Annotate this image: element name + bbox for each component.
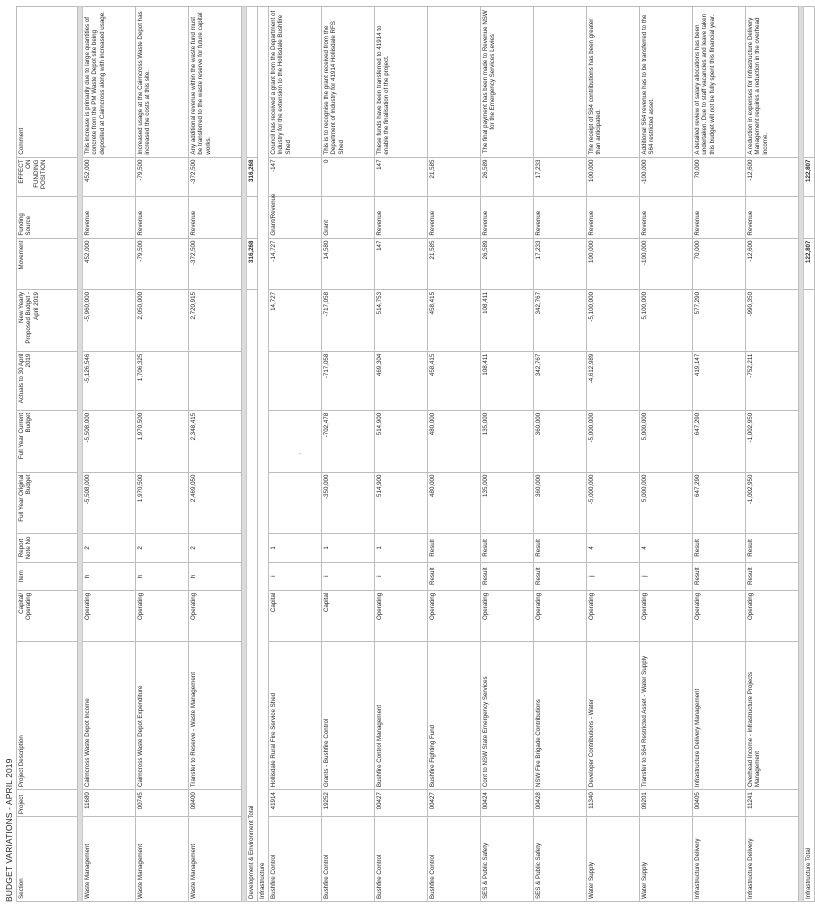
table-row [136, 7, 189, 902]
cell-project: 11241 [746, 790, 799, 817]
col-movement: Movement [17, 238, 78, 289]
cell-item: i [269, 562, 322, 590]
cell-movement: -12,600 [746, 238, 799, 289]
table-row [269, 7, 322, 902]
cell-cap-op: Operating [693, 590, 746, 641]
cell-proposed: 14,727 [269, 289, 322, 351]
cell-note: Result [693, 534, 746, 562]
cell-current: 647,290 [693, 410, 746, 472]
col-original: Full Year Original Budget [17, 472, 78, 534]
cell-comment [428, 7, 481, 158]
table-row [375, 7, 428, 902]
cell-proposed: 2,720,915 [189, 289, 242, 351]
cell-current: -1,002,950 [746, 410, 799, 472]
cell-actuals: -717,058 [322, 351, 375, 410]
cell-cap-op: Operating [136, 590, 189, 641]
cell-effect: 21,585 [428, 157, 481, 197]
cell-cap-op: Capital [322, 590, 375, 641]
cell-original: -5,000,000 [587, 472, 640, 534]
col-section: Section [17, 817, 78, 902]
cell-section: Water Supply [587, 817, 640, 902]
cell-section: Waste Management [136, 817, 189, 902]
col-project: Project [17, 790, 78, 817]
table-row [428, 7, 481, 902]
cell-original: 1,970,500 [136, 472, 189, 534]
cell-project: 11340 [587, 790, 640, 817]
cell-funding: Revenue [83, 197, 136, 238]
infrastructure-label: Infrastructure [258, 7, 269, 902]
cell-effect: 70,000 [693, 157, 746, 197]
cell-note: 2 [136, 534, 189, 562]
cell-effect: 452,000 [83, 157, 136, 197]
cell-note: 1 [322, 534, 375, 562]
cell-project: 11680 [83, 790, 136, 817]
cell-funding: Revenue [375, 197, 428, 238]
cell-section: Bushfire Control [322, 817, 375, 902]
cell-actuals: -5,126,546 [83, 351, 136, 410]
cell-comment: Additional S64 revenue has to be transferred to the S64 restricted asset. [640, 7, 693, 158]
table-row [640, 7, 693, 902]
cell-comment: Increased usage at the Cairncross Waste Depot has increased the costs at this site. [136, 7, 189, 158]
table-row [693, 7, 746, 902]
cell-original: 135,000 [481, 472, 534, 534]
cell-movement: 14,580 [322, 238, 375, 289]
cell-current: 1,970,500 [136, 410, 189, 472]
cell-description: Cairncross Waste Depot Expenditure [136, 642, 189, 790]
cell-description: Grants - Bushfire Control [322, 642, 375, 790]
cell-item: i [322, 562, 375, 590]
cell-item: h [83, 562, 136, 590]
cell-original: -350,000 [322, 472, 375, 534]
cell-note: 4 [587, 534, 640, 562]
cell-movement: -79,500 [136, 238, 189, 289]
cell-comment: This is to recognise the grant received from the Department of Industry for 41914 Hollisdale RFS Shed [322, 7, 375, 158]
cell-funding: Revenue [481, 197, 534, 238]
cell-comment: This increase is primarily due to large quantities of concrete from the PM Waste Depot site being deposited at Cairncross along with increased usage. [83, 7, 136, 158]
cell-proposed: 514,753 [375, 289, 428, 351]
cell-project: 00424 [481, 790, 534, 817]
cell-comment: The final payment has been made to Revenue NSW for the Emergency Services Levies [481, 7, 534, 158]
cell-movement: 147 [375, 238, 428, 289]
cell-cap-op: Capital [269, 590, 322, 641]
cell-description: Developer Contributions - Water [587, 642, 640, 790]
cell-current: -5,000,000 [587, 410, 640, 472]
cell-project: 00427 [428, 790, 481, 817]
cell-description: Cairncross Waste Depot Income [83, 642, 136, 790]
cell-project: 00427 [375, 790, 428, 817]
cell-current: -5,508,000 [83, 410, 136, 472]
cell-original: 2,469,050 [189, 472, 242, 534]
cell-comment: These funds have been transferred to 41914 to enable the finalisation of the project. [375, 7, 428, 158]
cell-movement: -100,000 [640, 238, 693, 289]
cell-cap-op: Operating [746, 590, 799, 641]
table-row [189, 7, 242, 902]
cell-funding: Revenue [587, 197, 640, 238]
cell-note: Result [428, 534, 481, 562]
cell-comment: A reduction in expenses for Infrastructure Delivery Management requires a reduction in the overhead income. [746, 7, 799, 158]
cell-current: 135,000 [481, 410, 534, 472]
cell-note: 4 [640, 534, 693, 562]
cell-description: Bushfire Control Management [375, 642, 428, 790]
cell-project: 41914 [269, 790, 322, 817]
cell-item: Result [693, 562, 746, 590]
cell-actuals: 342,767 [534, 351, 587, 410]
cell-effect: -79,500 [136, 157, 189, 197]
table-row [746, 7, 799, 902]
cell-actuals: 458,415 [428, 351, 481, 410]
cell-effect: 100,000 [587, 157, 640, 197]
cell-actuals [189, 351, 242, 410]
cell-funding: Revenue [746, 197, 799, 238]
cell-cap-op: Operating [587, 590, 640, 641]
cell-actuals [269, 351, 322, 410]
cell-project: 09201 [640, 790, 693, 817]
infrastructure-section-row [258, 7, 269, 902]
cell-funding: Revenue [189, 197, 242, 238]
table-row [322, 7, 375, 902]
cell-movement: 452,000 [83, 238, 136, 289]
cell-proposed: -990,350 [746, 289, 799, 351]
dev-env-total-label: Development & Environment Total [247, 289, 258, 901]
cell-item: Result [746, 562, 799, 590]
col-effect: EFFECT ON FUNDING POSITION [17, 157, 78, 197]
cell-proposed: 342,767 [534, 289, 587, 351]
cell-item: Result [428, 562, 481, 590]
cell-actuals [640, 351, 693, 410]
table-row [481, 7, 534, 902]
cell-proposed: -5,960,000 [83, 289, 136, 351]
cell-description: Overhead Income - Infrastructure Projects Management [746, 642, 799, 790]
cell-section: Water Supply [640, 817, 693, 902]
cell-item: h [136, 562, 189, 590]
cell-cap-op: Operating [375, 590, 428, 641]
col-cap-op: Capital/ Operating [17, 590, 78, 641]
cell-comment: Council has received a grant from the Department of Industry for the extension to the Hollisdale Bushfire Shed [269, 7, 322, 158]
cell-current: 360,000 [534, 410, 587, 472]
cell-proposed: 458,415 [428, 289, 481, 351]
cell-actuals: 1,706,325 [136, 351, 189, 410]
cell-section: SES & Public Safety [534, 817, 587, 902]
cell-effect: 0 [322, 157, 375, 197]
cell-item: j [587, 562, 640, 590]
cell-movement: 70,000 [693, 238, 746, 289]
cell-cap-op: Operating [428, 590, 481, 641]
cell-comment: The receipt of S64 contributions has been greater than anticipated. [587, 7, 640, 158]
cell-original: 360,000 [534, 472, 587, 534]
cell-cap-op: Operating [189, 590, 242, 641]
cell-proposed: 577,290 [693, 289, 746, 351]
cell-note: Result [746, 534, 799, 562]
cell-note: 1 [269, 534, 322, 562]
cell-section: Infrastructure Delivery [746, 817, 799, 902]
cell-effect: -12,600 [746, 157, 799, 197]
stray-mark: ' [300, 452, 306, 454]
cell-funding: Grant/Revenue [269, 197, 322, 238]
col-comment: Comment [17, 7, 78, 158]
cell-section: Bushfire Control [428, 817, 481, 902]
table-row [534, 7, 587, 902]
dev-env-total-movement: 316,268 [247, 238, 258, 289]
cell-section: Bushfire Control [375, 817, 428, 902]
cell-original: 480,000 [428, 472, 481, 534]
cell-effect: 17,233 [534, 157, 587, 197]
cell-project: 00428 [534, 790, 587, 817]
cell-project: 00405 [693, 790, 746, 817]
cell-original: 514,900 [375, 472, 428, 534]
cell-original: -1,002,950 [746, 472, 799, 534]
cell-movement: -372,500 [189, 238, 242, 289]
cell-section: Waste Management [189, 817, 242, 902]
cell-project: 00745 [136, 790, 189, 817]
cell-movement: 26,589 [481, 238, 534, 289]
cell-actuals: -752,211 [746, 351, 799, 410]
cell-comment: Any additional revenue within the waste fund must be transferred to the waste reserve for future capital works. [189, 7, 242, 158]
col-report-note: Report Note No [17, 534, 78, 562]
cell-funding: Grant [322, 197, 375, 238]
cell-current: 480,000 [428, 410, 481, 472]
col-description: Project Description [17, 642, 78, 790]
cell-item: Result [481, 562, 534, 590]
cell-description: Transfer to Reserve - Waste Management [189, 642, 242, 790]
col-current: Full Year Current Budget [17, 410, 78, 472]
cell-original: 5,000,000 [640, 472, 693, 534]
cell-movement: 17,233 [534, 238, 587, 289]
cell-cap-op: Operating [481, 590, 534, 641]
cell-description: Cont to NSW State Emergency Services [481, 642, 534, 790]
cell-original [269, 472, 322, 534]
cell-movement: -14,727 [269, 238, 322, 289]
cell-section: Infrastructure Delivery [693, 817, 746, 902]
cell-current: 5,000,000 [640, 410, 693, 472]
cell-original: -5,508,000 [83, 472, 136, 534]
cell-funding: Revenue [640, 197, 693, 238]
cell-actuals: -4,612,989 [587, 351, 640, 410]
infrastructure-total-movement: 122,807 [804, 238, 815, 289]
cell-funding: Revenue [534, 197, 587, 238]
cell-note: Result [534, 534, 587, 562]
cell-proposed: -717,058 [322, 289, 375, 351]
cell-project: 19252 [322, 790, 375, 817]
cell-current: 514,900 [375, 410, 428, 472]
cell-section: SES & Public Safety [481, 817, 534, 902]
cell-cap-op: Operating [534, 590, 587, 641]
cell-cap-op: Operating [640, 590, 693, 641]
col-proposed: New Yearly Proposed Budget - April 2019 [17, 289, 78, 351]
cell-description: NSW Fire Brigade Contributions [534, 642, 587, 790]
cell-movement: 21,585 [428, 238, 481, 289]
cell-comment: A detailed review of salary allocations has been undertaken. Due to staff vacancies and leave taken this budget will not be fully spent this financial year. [693, 7, 746, 158]
cell-effect: -100,000 [640, 157, 693, 197]
cell-item: i [375, 562, 428, 590]
cell-funding: Revenue [428, 197, 481, 238]
cell-funding: Revenue [693, 197, 746, 238]
cell-comment [534, 7, 587, 158]
cell-note: 1 [375, 534, 428, 562]
infrastructure-total-effect: 122,807 [804, 157, 815, 197]
cell-actuals: 419,147 [693, 351, 746, 410]
table-row [587, 7, 640, 902]
cell-item: j [640, 562, 693, 590]
cell-actuals: 469,304 [375, 351, 428, 410]
cell-cap-op: Operating [83, 590, 136, 641]
cell-section: Waste Management [83, 817, 136, 902]
cell-note: 2 [83, 534, 136, 562]
cell-description: Transfer to S64 Restricted Asset - Water Supply [640, 642, 693, 790]
cell-description: Hollisdale Rural Fire Service Shed [269, 642, 322, 790]
cell-project: 09400 [189, 790, 242, 817]
cell-proposed: 108,411 [481, 289, 534, 351]
col-funding: Funding Source [17, 197, 78, 238]
cell-movement: 100,000 [587, 238, 640, 289]
cell-item: h [189, 562, 242, 590]
cell-description: Bushfire Fighting Fund [428, 642, 481, 790]
cell-proposed: 2,050,000 [136, 289, 189, 351]
cell-current: -702,478 [322, 410, 375, 472]
table-row [83, 7, 136, 902]
dev-env-total-row [247, 7, 258, 902]
cell-original: 647,290 [693, 472, 746, 534]
col-actuals: Actuals to 30 April 2019 [17, 351, 78, 410]
cell-note: Result [481, 534, 534, 562]
cell-current [269, 410, 322, 472]
cell-funding: Revenue [136, 197, 189, 238]
cell-actuals: 108,411 [481, 351, 534, 410]
cell-effect: -372,500 [189, 157, 242, 197]
cell-section: Bushfire Control [269, 817, 322, 902]
dev-env-total-effect: 316,268 [247, 157, 258, 197]
cell-proposed: 5,100,000 [640, 289, 693, 351]
report-title: BUDGET VARIATIONS - APRIL 2019 [4, 758, 14, 902]
cell-proposed: -5,100,000 [587, 289, 640, 351]
cell-effect: -147 [269, 157, 322, 197]
cell-effect: 147 [375, 157, 428, 197]
header-row [17, 7, 78, 902]
infrastructure-total-row [804, 7, 815, 902]
cell-current: 2,348,415 [189, 410, 242, 472]
col-item: Item [17, 562, 78, 590]
cell-note: 2 [189, 534, 242, 562]
infrastructure-total-label: Infrastructure Total [804, 289, 815, 901]
cell-item: Result [534, 562, 587, 590]
budget-variations-table [16, 6, 815, 902]
cell-description: Infrastructure Delivery Management [693, 642, 746, 790]
cell-effect: 26,589 [481, 157, 534, 197]
